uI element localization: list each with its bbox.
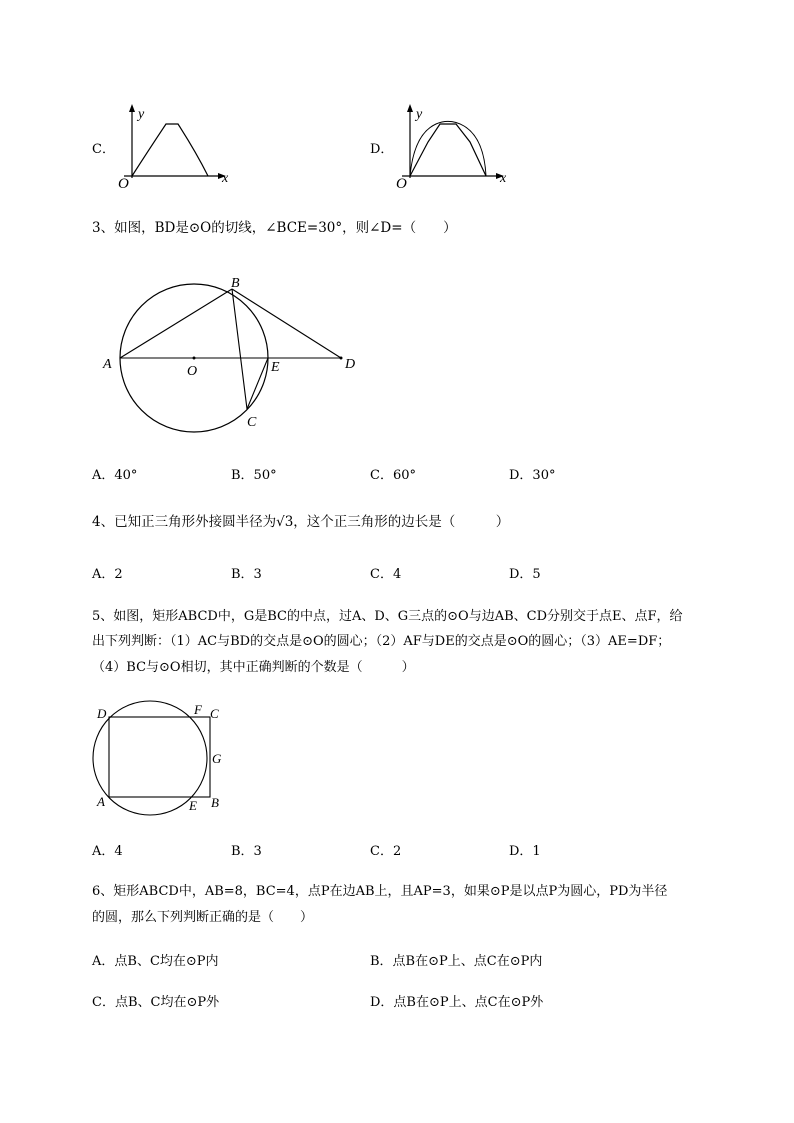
q4-option-b: B．3 (231, 567, 262, 582)
q5-figure (88, 700, 238, 822)
q2d-y-label: y (416, 107, 423, 122)
q5-option-d: D．1 (509, 844, 541, 859)
q2-option-c-label: C． (92, 142, 115, 157)
q4-option-d: D．5 (509, 567, 541, 582)
q3-label-a: A (103, 357, 112, 372)
q2-option-c-graph (110, 100, 240, 192)
q6-stem-line-1: 6、矩形ABCD中，AB=8，BC=4，点P在边AB上，且AP=3，如果⊙P是以点P为圆心，PD为半径 (92, 884, 668, 899)
q3-label-e: E (271, 360, 280, 375)
q4-stem-before: 4、已知正三角形外接圆半径为 (92, 514, 277, 530)
q3-label-b: B (231, 276, 240, 291)
q3-option-b: B．50° (231, 468, 277, 483)
q5-stem-line-2: 出下列判断：（1）AC与BD的交点是⊙O的圆心；（2）AF与DE的交点是⊙O的圆心；（3）AE=DF； (92, 634, 671, 649)
q5-label-c: C (210, 706, 219, 721)
q6-option-d: D．点B在⊙P上、点C在⊙P外 (370, 995, 544, 1010)
q5-option-a: A．4 (92, 844, 123, 859)
q6-option-c: C．点B、C均在⊙P外 (92, 995, 220, 1010)
q5-option-b: B．3 (231, 844, 262, 859)
q4-radical: √3 (276, 514, 294, 530)
q5-stem-line-3: （4）BC与⊙O相切，其中正确判断的个数是（ ） (92, 660, 415, 675)
q2c-x-label: x (222, 171, 229, 186)
q2d-x-label: x (500, 171, 507, 186)
q6-stem-line-2: 的圆，那么下列判断正确的是（ ） (92, 910, 314, 925)
q2d-origin-label: O (396, 176, 407, 192)
q3-label-d: D (345, 357, 356, 372)
q5-stem-line-1: 5、如图，矩形ABCD中，G是BC的中点，过A、D、G三点的⊙O与边AB、CD分别交于点E、点F，给 (92, 609, 683, 624)
q4-option-a: A．2 (92, 567, 123, 582)
q5-label-d: D (97, 706, 107, 721)
q5-label-e: E (189, 798, 197, 813)
q3-label-c: C (247, 415, 257, 430)
q3-figure (95, 270, 370, 435)
q4-option-c: C．4 (370, 567, 402, 582)
q3-option-a: A．40° (92, 468, 138, 483)
q6-option-b: B．点B在⊙P上、点C在⊙P内 (370, 954, 543, 969)
q3-option-c: C．60° (370, 468, 416, 483)
q5-label-g: G (212, 751, 222, 766)
q2c-y-label: y (138, 107, 145, 122)
q3-stem: 3、如图，BD是⊙O的切线，∠BCE=30°，则∠D=（ ） (92, 220, 457, 236)
q5-label-f: F (194, 702, 202, 717)
q2-option-d-label: D． (370, 142, 394, 157)
q5-option-c: C．2 (370, 844, 402, 859)
q6-option-a: A．点B、C均在⊙P内 (92, 954, 219, 969)
q5-label-a: A (97, 794, 105, 809)
q4-stem (92, 511, 509, 534)
q3-label-o: O (187, 364, 198, 379)
q2-option-d-graph (388, 100, 518, 192)
q5-label-b: B (211, 795, 219, 810)
q3-option-d: D．30° (509, 468, 556, 483)
q2c-origin-label: O (118, 176, 129, 192)
q4-stem-after: ，这个正三角形的边长是（ ） (293, 514, 510, 530)
